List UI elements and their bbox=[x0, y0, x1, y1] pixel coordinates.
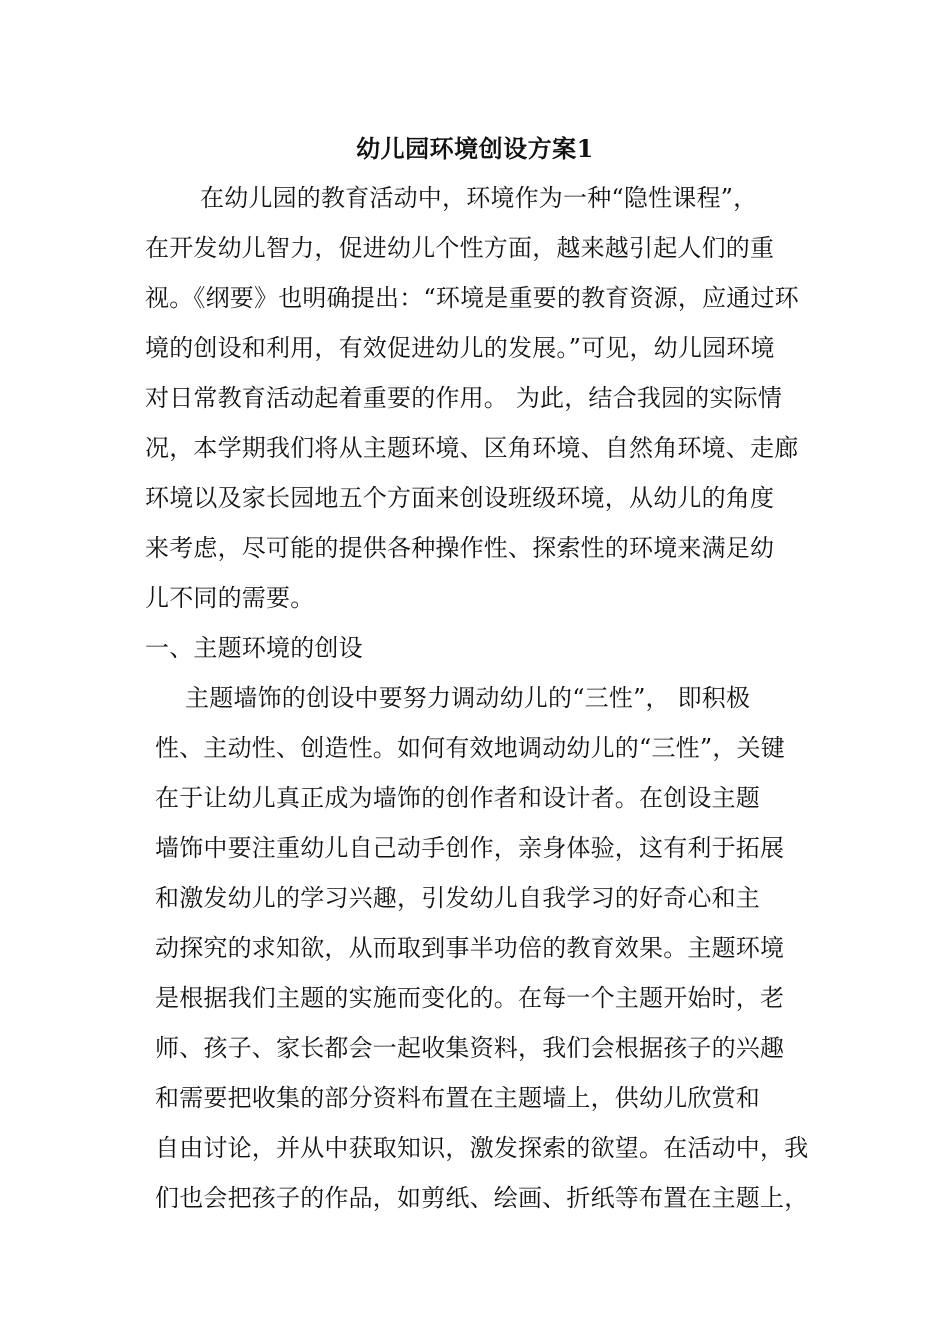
intro-line: 在开发幼儿智力，促进幼儿个性方面，越来越引起人们的重 bbox=[145, 234, 775, 262]
section1-line: 主题墙饰的创设中要努力调动幼儿的“三性”， 即积极 bbox=[185, 684, 751, 712]
section-heading: 一、主题环境的创设 bbox=[145, 634, 363, 662]
intro-line: 环境以及家长园地五个方面来创设班级环境，从幼儿的角度 bbox=[145, 484, 775, 512]
section1-line: 是根据我们主题的实施而变化的。在每一个主题开始时，老 bbox=[155, 984, 785, 1012]
section1-line: 动探究的求知欲，从而取到事半功倍的教育效果。主题环境 bbox=[155, 934, 785, 962]
intro-line: 来考虑，尽可能的提供各种操作性、探索性的环境来满足幼 bbox=[145, 534, 775, 562]
intro-line: 境的创设和利用，有效促进幼儿的发展。”可见，幼儿园环境 bbox=[145, 334, 775, 362]
intro-line: 在幼儿园的教育活动中，环境作为一种“隐性课程”， bbox=[200, 184, 758, 212]
section1-line: 和激发幼儿的学习兴趣，引发幼儿自我学习的好奇心和主 bbox=[155, 884, 760, 912]
intro-line: 视。《纲要》也明确提出：“环境是重要的教育资源，应通过环 bbox=[145, 284, 799, 312]
section1-line: 们也会把孩子的作品，如剪纸、绘画、折纸等布置在主题上， bbox=[155, 1184, 809, 1212]
section1-line: 墙饰中要注重幼儿自己动手创作，亲身体验，这有利于拓展 bbox=[155, 834, 785, 862]
section1-line: 师、孩子、家长都会一起收集资料，我们会根据孩子的兴趣 bbox=[155, 1034, 785, 1062]
section1-line: 性、主动性、创造性。如何有效地调动幼儿的“三性”，关键 bbox=[155, 734, 785, 762]
section1-line: 和需要把收集的部分资料布置在主题墙上，供幼儿欣赏和 bbox=[155, 1084, 760, 1112]
intro-line: 儿不同的需要。 bbox=[145, 584, 315, 612]
document-title: 幼儿园环境创设方案1 bbox=[356, 134, 594, 163]
intro-line: 况，本学期我们将从主题环境、区角环境、自然角环境、走廊 bbox=[145, 434, 799, 462]
intro-line: 对日常教育活动起着重要的作用。 为此，结合我园的实际情 bbox=[145, 384, 783, 412]
section1-line: 在于让幼儿真正成为墙饰的创作者和设计者。在创设主题 bbox=[155, 784, 760, 812]
section1-line: 自由讨论，并从中获取知识，激发探索的欲望。在活动中，我 bbox=[155, 1134, 809, 1162]
